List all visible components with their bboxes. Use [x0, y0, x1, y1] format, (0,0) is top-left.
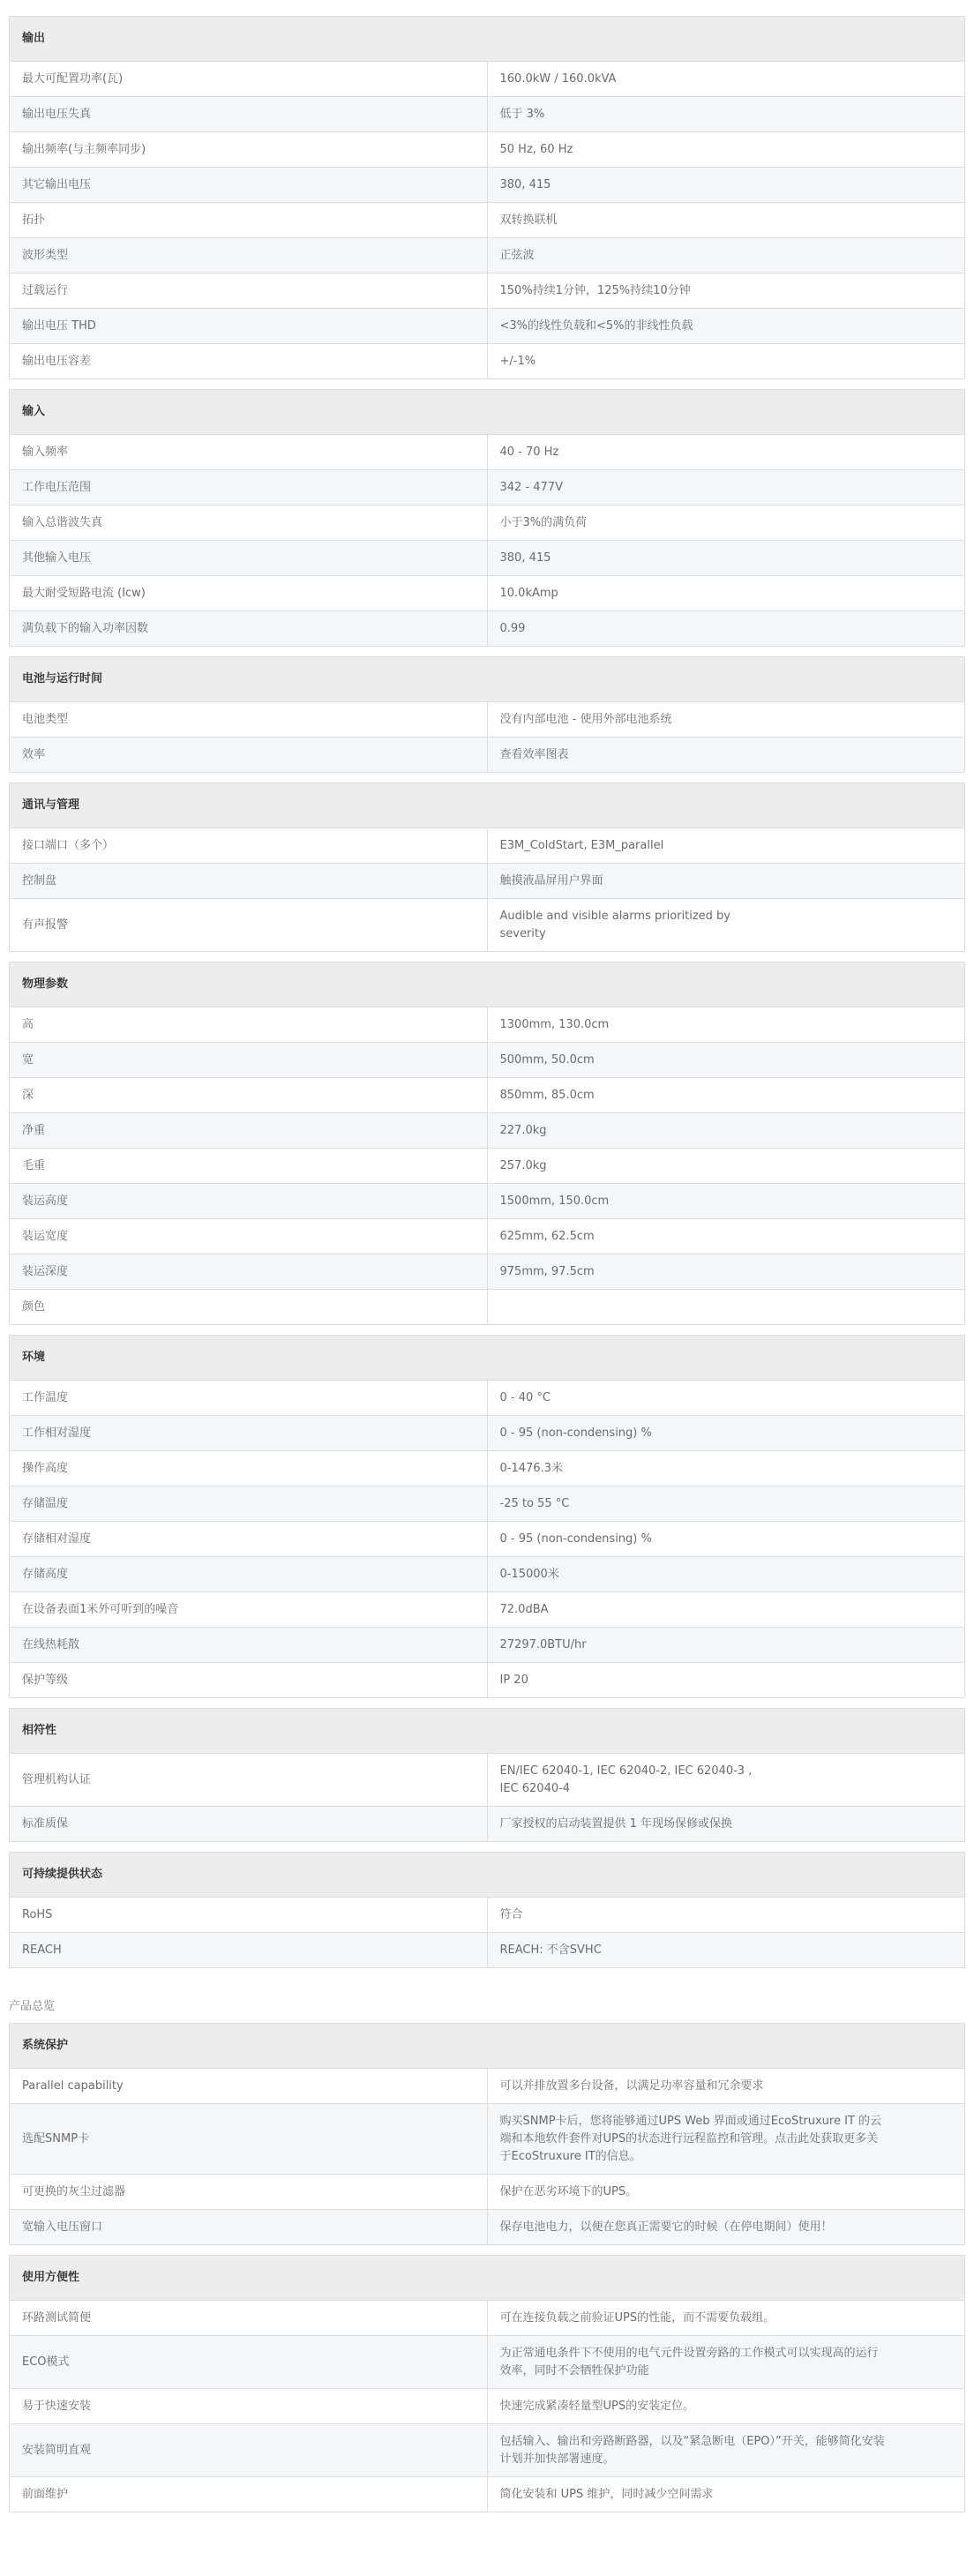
table-row — [10, 203, 965, 238]
row-value-cell — [487, 1451, 965, 1486]
row-value-cell — [487, 702, 965, 738]
row-value: 50 Hz, 60 Hz — [499, 142, 573, 156]
table-row — [10, 1628, 965, 1663]
table-row — [10, 1149, 965, 1184]
section-header — [10, 1853, 965, 1898]
row-label: 效率 — [10, 738, 488, 773]
row-value: 符合 — [499, 1907, 523, 1921]
row-label: 操作高度 — [10, 1451, 488, 1486]
row-value-cell — [487, 611, 965, 647]
row-value: 500mm, 50.0cm — [499, 1052, 595, 1067]
row-value-cell — [487, 2424, 965, 2477]
row-value: 1300mm, 130.0cm — [499, 1017, 610, 1031]
row-label: 管理机构认证 — [10, 1754, 488, 1807]
row-value: 保护在恶劣环境下的UPS。 — [499, 2184, 638, 2198]
row-label: 净重 — [10, 1113, 488, 1149]
row-label: 工作相对湿度 — [10, 1416, 488, 1451]
row-value-cell — [487, 435, 965, 470]
row-value-cell — [487, 1754, 965, 1807]
row-value-cell — [487, 1663, 965, 1698]
row-value: 0-1476.3米 — [499, 1461, 563, 1475]
row-value: 625mm, 62.5cm — [499, 1229, 595, 1243]
row-label: 存储温度 — [10, 1486, 488, 1522]
row-value: 10.0kAmp — [499, 586, 558, 600]
row-label: 易于快速安装 — [10, 2389, 488, 2424]
table-row — [10, 238, 965, 273]
row-value-cell — [487, 2389, 965, 2424]
section-title: 输入 — [10, 390, 965, 435]
specs-table-4 — [9, 962, 965, 1325]
table-row — [10, 2424, 965, 2477]
row-value-cell — [487, 470, 965, 505]
row-value-cell — [487, 1007, 965, 1043]
row-value-cell — [487, 2210, 965, 2245]
row-value: 0 - 95 (non-condensing) % — [499, 1426, 652, 1440]
row-value-cell — [487, 1628, 965, 1663]
row-label: 在线热耗散 — [10, 1628, 488, 1663]
row-label: 颜色 — [10, 1290, 488, 1325]
row-value: 快速完成紧凑轻量型UPS的安装定位。 — [499, 2399, 695, 2413]
row-value-cell — [487, 309, 965, 344]
row-value: 可以并排放置多台设备，以满足功率容量和冗余要求 — [499, 2078, 764, 2093]
row-value-cell — [487, 1043, 965, 1078]
table-row — [10, 1078, 965, 1113]
row-value-cell — [487, 1113, 965, 1149]
row-label: ECO模式 — [10, 2336, 488, 2389]
row-value-cell — [487, 1078, 965, 1113]
overview-table-1 — [9, 2255, 965, 2512]
table-row — [10, 344, 965, 379]
table-row — [10, 1592, 965, 1628]
row-label: 存储相对湿度 — [10, 1522, 488, 1557]
row-value-cell — [487, 2301, 965, 2336]
row-label: 有声报警 — [10, 899, 488, 952]
row-value-cell — [487, 1557, 965, 1592]
section-header — [10, 657, 965, 702]
row-value-cell — [487, 238, 965, 273]
overview-table-0 — [9, 2023, 965, 2245]
row-label: REACH — [10, 1933, 488, 1968]
section-title: 电池与运行时间 — [10, 657, 965, 702]
row-label: 满负载下的输入功率因数 — [10, 611, 488, 647]
row-label: 拓扑 — [10, 203, 488, 238]
overview-caption: 产品总览 — [9, 2000, 56, 2013]
row-value: 40 - 70 Hz — [499, 445, 559, 459]
section-header — [10, 783, 965, 828]
table-row — [10, 899, 965, 952]
table-row — [10, 1381, 965, 1416]
row-value: REACH: 不含SVHC — [499, 1943, 602, 1957]
row-label: RoHS — [10, 1898, 488, 1933]
row-value: 低于 3% — [499, 107, 545, 121]
row-value-cell — [487, 344, 965, 379]
specs-table-0 — [9, 16, 965, 379]
row-value: 380, 415 — [499, 177, 551, 191]
row-value: 正弦波 — [499, 248, 535, 262]
row-value-cell — [487, 2104, 965, 2175]
row-label: 选配SNMP卡 — [10, 2104, 488, 2175]
row-value: -25 to 55 °C — [499, 1496, 570, 1510]
row-value-cell — [487, 864, 965, 899]
table-row — [10, 1007, 965, 1043]
section-header — [10, 1709, 965, 1754]
table-row — [10, 1933, 965, 1968]
row-label: 宽 — [10, 1043, 488, 1078]
row-value: 为正常通电条件下不使用的电气元件设置旁路的工作模式可以实现高的运行效率，同时不会牺牲保护功能 — [499, 2346, 879, 2378]
product-overview — [0, 2023, 974, 2512]
table-row — [10, 702, 965, 738]
table-row — [10, 132, 965, 168]
table-row — [10, 1754, 965, 1807]
row-value-cell — [487, 1807, 965, 1842]
specs-table-7 — [9, 1852, 965, 1968]
section-header — [10, 17, 965, 62]
table-row — [10, 864, 965, 899]
table-row — [10, 738, 965, 773]
table-row — [10, 62, 965, 97]
row-value-cell — [487, 2477, 965, 2512]
row-label: 输入总谐波失真 — [10, 505, 488, 541]
table-row — [10, 1254, 965, 1290]
table-row — [10, 435, 965, 470]
row-value: 双转换联机 — [499, 213, 558, 227]
row-value-cell — [487, 576, 965, 611]
table-row — [10, 1184, 965, 1219]
row-value-cell — [487, 2336, 965, 2389]
row-value: Audible and visible alarms prioritized by severity — [499, 909, 730, 940]
row-value-cell — [487, 1254, 965, 1290]
row-value: 简化安装和 UPS 维护，同时减少空间需求 — [499, 2487, 714, 2501]
row-value-cell — [487, 1592, 965, 1628]
specs-table-1 — [9, 389, 965, 647]
row-value-cell — [487, 1898, 965, 1933]
row-value: 0.99 — [499, 621, 526, 635]
row-value-cell — [487, 97, 965, 132]
row-value-cell — [487, 132, 965, 168]
table-row — [10, 1557, 965, 1592]
row-value: 227.0kg — [499, 1123, 547, 1137]
row-label: 毛重 — [10, 1149, 488, 1184]
section-title: 使用方便性 — [10, 2256, 965, 2301]
row-label: 深 — [10, 1078, 488, 1113]
row-label: 在设备表面1米外可听到的噪音 — [10, 1592, 488, 1628]
table-row — [10, 2389, 965, 2424]
table-row — [10, 1486, 965, 1522]
row-label: 最大可配置功率(瓦) — [10, 62, 488, 97]
row-value-cell — [487, 1290, 965, 1325]
table-row — [10, 505, 965, 541]
table-row — [10, 541, 965, 576]
row-label: 控制盘 — [10, 864, 488, 899]
row-value: <3%的线性负载和<5%的非线性负载 — [499, 318, 693, 333]
row-value-cell — [487, 273, 965, 309]
specs-table-2 — [9, 656, 965, 773]
row-label: 输入频率 — [10, 435, 488, 470]
row-value: 27297.0BTU/hr — [499, 1637, 587, 1651]
section-title: 系统保护 — [10, 2024, 965, 2069]
row-label: 工作温度 — [10, 1381, 488, 1416]
table-row — [10, 1898, 965, 1933]
table-row — [10, 2069, 965, 2104]
row-label: 最大耐受短路电流 (Icw) — [10, 576, 488, 611]
row-value: 小于3%的满负荷 — [499, 515, 588, 529]
table-row — [10, 828, 965, 864]
row-value-cell — [487, 899, 965, 952]
row-value-cell — [487, 828, 965, 864]
row-label: 其它输出电压 — [10, 168, 488, 203]
row-value: E3M_ColdStart, E3M_parallel — [499, 838, 664, 852]
row-label: 装运宽度 — [10, 1219, 488, 1254]
table-row — [10, 2336, 965, 2389]
row-value-cell — [487, 203, 965, 238]
specs-table-6 — [9, 1708, 965, 1842]
table-row — [10, 576, 965, 611]
row-label: 标准质保 — [10, 1807, 488, 1842]
row-value-cell — [487, 2175, 965, 2210]
row-value: EN/IEC 62040-1, IEC 62040-2, IEC 62040-3 , IEC 62040-4 — [499, 1764, 753, 1795]
specs-table-3 — [9, 783, 965, 952]
section-header — [10, 2024, 965, 2069]
row-value-cell — [487, 1486, 965, 1522]
table-row — [10, 2175, 965, 2210]
table-row — [10, 2301, 965, 2336]
table-row — [10, 1290, 965, 1325]
row-label: 宽输入电压窗口 — [10, 2210, 488, 2245]
row-value: IP 20 — [499, 1673, 528, 1687]
row-value-cell — [487, 1416, 965, 1451]
table-row — [10, 470, 965, 505]
row-value-cell — [487, 1219, 965, 1254]
table-row — [10, 97, 965, 132]
row-label: 输出频率(与主频率同步) — [10, 132, 488, 168]
row-value-cell — [487, 738, 965, 773]
row-label: 输出电压容差 — [10, 344, 488, 379]
row-value-cell — [487, 1381, 965, 1416]
row-label: 接口端口（多个） — [10, 828, 488, 864]
row-label: 前面维护 — [10, 2477, 488, 2512]
row-label: Parallel capability — [10, 2069, 488, 2104]
row-value: 1500mm, 150.0cm — [499, 1194, 610, 1208]
row-label: 保护等级 — [10, 1663, 488, 1698]
row-label: 高 — [10, 1007, 488, 1043]
section-title: 相符性 — [10, 1709, 965, 1754]
row-label: 装运高度 — [10, 1184, 488, 1219]
table-row — [10, 1663, 965, 1698]
row-label: 输出电压 THD — [10, 309, 488, 344]
specifications — [0, 16, 974, 1968]
row-value: 包括输入、输出和旁路断路器，以及“紧急断电（EPO）”开关，能够简化安装计划并加快部署速度。 — [499, 2434, 885, 2466]
row-value: 触摸液晶屏用户界面 — [499, 873, 603, 887]
row-value: 850mm, 85.0cm — [499, 1088, 595, 1102]
row-value-cell — [487, 505, 965, 541]
section-header — [10, 962, 965, 1007]
row-value-cell — [487, 1184, 965, 1219]
row-label: 工作电压范围 — [10, 470, 488, 505]
row-value: 0 - 40 °C — [499, 1390, 551, 1404]
specs-table-5 — [9, 1335, 965, 1698]
row-label: 过载运行 — [10, 273, 488, 309]
table-row — [10, 1416, 965, 1451]
section-header — [10, 2256, 965, 2301]
row-label: 其他输入电压 — [10, 541, 488, 576]
section-title: 输出 — [10, 17, 965, 62]
table-row — [10, 2104, 965, 2175]
row-value: 380, 415 — [499, 550, 551, 565]
table-row — [10, 1807, 965, 1842]
table-row — [10, 273, 965, 309]
section-title: 物理参数 — [10, 962, 965, 1007]
row-value: 975mm, 97.5cm — [499, 1264, 595, 1278]
row-value: 342 - 477V — [499, 480, 563, 494]
section-header — [10, 390, 965, 435]
row-value: 0 - 95 (non-condensing) % — [499, 1531, 652, 1546]
table-row — [10, 309, 965, 344]
row-value: 厂家授权的启动装置提供 1 年现场保修或保换 — [499, 1816, 733, 1831]
table-row — [10, 1522, 965, 1557]
row-label: 环路测试简便 — [10, 2301, 488, 2336]
row-label: 输出电压失真 — [10, 97, 488, 132]
table-row — [10, 1451, 965, 1486]
table-row — [10, 168, 965, 203]
section-title: 环境 — [10, 1336, 965, 1381]
row-value-cell — [487, 62, 965, 97]
row-label: 波形类型 — [10, 238, 488, 273]
row-label: 可更换的灰尘过滤器 — [10, 2175, 488, 2210]
row-label: 电池类型 — [10, 702, 488, 738]
row-label: 装运深度 — [10, 1254, 488, 1290]
section-header — [10, 1336, 965, 1381]
row-value: 0-15000米 — [499, 1567, 559, 1581]
row-value-cell — [487, 168, 965, 203]
row-value-cell — [487, 2069, 965, 2104]
row-value: 150%持续1分钟，125%持续10分钟 — [499, 283, 691, 297]
row-value-cell — [487, 541, 965, 576]
table-row — [10, 2477, 965, 2512]
table-row — [10, 1113, 965, 1149]
row-value-cell — [487, 1522, 965, 1557]
row-label: 安装简明直观 — [10, 2424, 488, 2477]
row-value: 保存电池电力，以便在您真正需要它的时候（在停电期间）使用！ — [499, 2220, 833, 2234]
row-value: 查看效率图表 — [499, 747, 569, 761]
row-value: 购买SNMP卡后，您将能够通过UPS Web 界面或通过EcoStruxure IT 的云端和本地软件套件对UPS的状态进行远程监控和管理。点击此处获取更多关于EcoStruxure IT的信息。 — [499, 2114, 882, 2163]
row-value: 257.0kg — [499, 1158, 547, 1172]
table-row — [10, 1219, 965, 1254]
row-value: 没有内部电池 - 使用外部电池系统 — [499, 712, 672, 726]
row-value-cell — [487, 1149, 965, 1184]
table-row — [10, 1043, 965, 1078]
row-value: 可在连接负载之前验证UPS的性能，而不需要负载组。 — [499, 2310, 775, 2325]
section-title: 可持续提供状态 — [10, 1853, 965, 1898]
section-title: 通讯与管理 — [10, 783, 965, 828]
row-value: 160.0kW / 160.0kVA — [499, 71, 617, 86]
row-value: +/-1% — [499, 354, 536, 368]
row-label: 存储高度 — [10, 1557, 488, 1592]
table-row — [10, 2210, 965, 2245]
table-row — [10, 611, 965, 647]
row-value-cell — [487, 1933, 965, 1968]
row-value: 72.0dBA — [499, 1602, 549, 1616]
